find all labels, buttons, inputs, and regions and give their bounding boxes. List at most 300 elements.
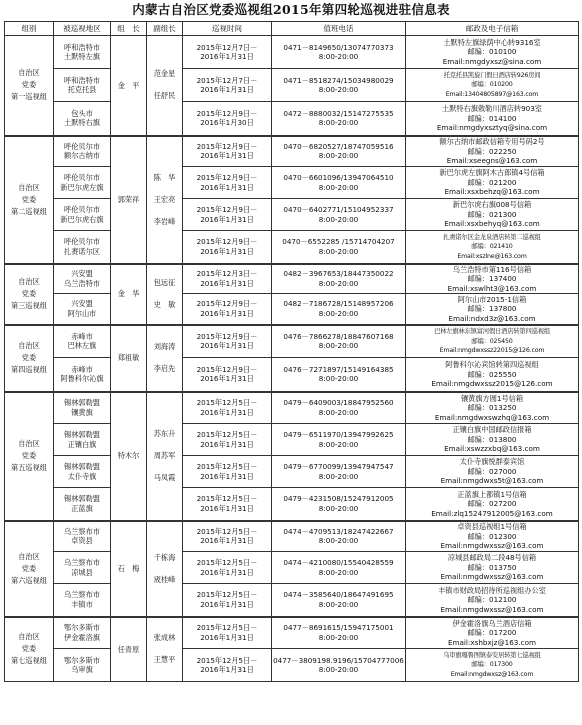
leader-cell: 郭荣祥 bbox=[111, 136, 147, 264]
mail-line: 邮编：027200 bbox=[467, 499, 517, 508]
phone-line: 0479－6511970/13947992625 bbox=[283, 430, 394, 439]
deputy-name: 陈 华 bbox=[153, 172, 176, 182]
time-line: 2016年1月31日 bbox=[200, 471, 254, 481]
time-line: 2016年1月31日 bbox=[200, 85, 254, 94]
group-name-part: 党委 bbox=[21, 353, 37, 362]
region-line: 扎赉诺尔区 bbox=[64, 246, 100, 256]
time-line: 2016年1月31日 bbox=[200, 308, 254, 318]
group-name-part: 自治区 bbox=[18, 551, 40, 561]
region-line: 锡林郭勒盟 bbox=[64, 462, 100, 471]
time-cell bbox=[183, 456, 272, 488]
region-line: 锡林郭勒盟 bbox=[64, 430, 100, 439]
mail-cell bbox=[406, 456, 579, 488]
phone-cell bbox=[272, 358, 406, 392]
region-line: 呼伦贝尔市 bbox=[64, 173, 100, 182]
time-line: 2016年1月31日 bbox=[200, 632, 254, 642]
mail-line: 邮编：137400 bbox=[467, 274, 517, 283]
mail-line: 新巴尔虎右旗008号信箱 bbox=[452, 200, 532, 210]
table-row bbox=[5, 488, 579, 521]
time-line: 2016年1月31日 bbox=[200, 341, 254, 351]
region-cell bbox=[54, 167, 111, 199]
region-cell bbox=[54, 392, 111, 424]
time-line: 2016年1月31日 bbox=[200, 278, 254, 288]
group-name-part: 自治区 bbox=[18, 439, 40, 448]
region-cell bbox=[54, 231, 111, 264]
region-line: 兴安盟 bbox=[71, 269, 93, 279]
phone-line: 0482－3967653/18447350022 bbox=[283, 269, 394, 279]
deputy-cell bbox=[147, 617, 183, 682]
group-name-part: 第一巡视组 bbox=[11, 92, 47, 102]
mail-line: 邮编：013750 bbox=[467, 562, 517, 572]
region-line: 新巴尔虎左旗 bbox=[60, 182, 104, 192]
time-cell bbox=[183, 424, 272, 456]
group-name-part: 第六巡视组 bbox=[11, 575, 47, 585]
time-line: 2015年12月9日－ bbox=[196, 173, 258, 182]
mail-line: 邮编：010200 bbox=[471, 81, 513, 89]
region-cell bbox=[54, 69, 111, 102]
time-cell bbox=[183, 488, 272, 521]
mail-line: Email:nmgdwxssz22015@126.com bbox=[439, 347, 545, 354]
mail-line: 正蓝旗上都镇1号信箱 bbox=[457, 489, 527, 499]
header-row bbox=[5, 22, 579, 36]
time-line: 2016年1月31日 bbox=[200, 182, 254, 192]
header-deputy: 副组长 bbox=[147, 22, 183, 36]
region-line: 乌兰察布市 bbox=[64, 526, 100, 536]
deputy-name: 王宏亮 bbox=[153, 194, 176, 204]
mail-cell bbox=[406, 199, 579, 231]
time-line: 2015年12月9日－ bbox=[196, 237, 258, 247]
phone-line: 0470－6601096/13947064510 bbox=[283, 173, 394, 182]
time-cell bbox=[183, 325, 272, 358]
mail-line: Email:nmgdwxssz@163.com bbox=[440, 604, 544, 614]
region-line: 卓资县 bbox=[71, 536, 93, 546]
deputy-name: 周苏军 bbox=[153, 451, 176, 460]
phone-line: 0471－8518274/15034980029 bbox=[283, 75, 394, 85]
group-name-part: 自治区 bbox=[18, 341, 40, 350]
region-cell bbox=[54, 136, 111, 167]
region-line: 额尔古纳市 bbox=[64, 151, 100, 161]
time-cell bbox=[183, 521, 272, 552]
region-cell bbox=[54, 264, 111, 294]
mail-line: 邮编：017300 bbox=[471, 661, 513, 669]
phone-line: 8:00-20:00 bbox=[318, 182, 359, 192]
time-line: 2015年12月5日－ bbox=[196, 623, 258, 633]
time-line: 2015年12月9日－ bbox=[196, 331, 258, 341]
time-line: 2015年12月3日－ bbox=[196, 269, 258, 279]
mail-line: Email:ndxd3z@163.com bbox=[448, 313, 536, 323]
leader-cell: 金 华 bbox=[111, 264, 147, 325]
table-row bbox=[5, 649, 579, 682]
group-name bbox=[5, 617, 54, 682]
phone-line: 8:00-20:00 bbox=[318, 632, 359, 642]
table-row bbox=[5, 102, 579, 136]
phone-line: 0474－4210080/15540428559 bbox=[283, 558, 394, 567]
mail-cell bbox=[406, 392, 579, 424]
mail-line: Email:nmgdwxsz@163.com bbox=[450, 670, 534, 678]
time-cell bbox=[183, 136, 272, 167]
mail-cell bbox=[406, 167, 579, 199]
mail-line: Email:nmgdyxsztyq@sina.com bbox=[436, 123, 548, 132]
deputy-cell bbox=[147, 521, 183, 617]
time-cell bbox=[183, 584, 272, 617]
header-group: 组别 bbox=[5, 22, 54, 36]
mail-line: 邮编：021410 bbox=[471, 243, 513, 250]
phone-line: 0470－6820527/18747059516 bbox=[283, 141, 394, 151]
header-leader: 组 长 bbox=[111, 22, 147, 36]
phone-cell bbox=[272, 102, 406, 136]
phone-cell bbox=[272, 424, 406, 456]
phone-line: 8:00-20:00 bbox=[318, 407, 359, 417]
table-row bbox=[5, 231, 579, 264]
region-line: 锡林郭勒盟 bbox=[64, 494, 100, 504]
region-cell bbox=[54, 424, 111, 456]
mail-line: 凉城县邮政局二段48号信箱 bbox=[447, 553, 537, 563]
phone-cell bbox=[272, 584, 406, 617]
phone-cell bbox=[272, 264, 406, 294]
mail-line: Email:xswzzxbq@163.com bbox=[444, 444, 540, 454]
phone-cell bbox=[272, 36, 406, 69]
group-name-part: 党委 bbox=[21, 289, 37, 298]
phone-cell bbox=[272, 617, 406, 649]
mail-line: 新巴尔虎左旗阿木古郎镇4号信箱 bbox=[439, 168, 545, 178]
leader-cell: 郑祖敏 bbox=[111, 325, 147, 392]
time-line: 2016年1月31日 bbox=[200, 52, 254, 61]
group-name-part: 自治区 bbox=[18, 68, 40, 78]
time-line: 2016年1月31日 bbox=[200, 536, 254, 546]
time-line: 2015年12月7日－ bbox=[196, 75, 258, 85]
mail-cell bbox=[406, 617, 579, 649]
mail-cell bbox=[406, 136, 579, 167]
group-name-part: 第二巡视组 bbox=[11, 206, 47, 216]
region-line: 巴林左旗 bbox=[67, 341, 97, 351]
time-line: 2016年1月31日 bbox=[200, 246, 254, 256]
group-name bbox=[5, 521, 54, 617]
mail-line: 乌审旗嘎鲁图镇泰安居转第七巡视组 bbox=[443, 651, 541, 659]
mail-line: 丰镇市财政局招待所巡视组办公室 bbox=[438, 585, 546, 595]
phone-line: 8:00-20:00 bbox=[318, 536, 359, 546]
mail-line: Email:xshbxjz@163.com bbox=[447, 637, 537, 647]
header-time: 巡视时间 bbox=[183, 22, 272, 36]
deputy-cell bbox=[147, 136, 183, 264]
mail-line: Email:nmgdwxssz@163.com bbox=[440, 572, 544, 582]
group-name-part: 党委 bbox=[21, 644, 37, 654]
phone-cell bbox=[272, 294, 406, 325]
region-line: 乌兰察布市 bbox=[64, 558, 100, 567]
group-name-part: 自治区 bbox=[18, 632, 40, 642]
phone-cell bbox=[272, 649, 406, 682]
table-row bbox=[5, 521, 579, 552]
table-row bbox=[5, 136, 579, 167]
phone-line: 8:00-20:00 bbox=[318, 246, 359, 256]
phone-line: 8:00-20:00 bbox=[318, 471, 359, 481]
mail-cell bbox=[406, 264, 579, 294]
table-row bbox=[5, 584, 579, 617]
phone-line: 8:00-20:00 bbox=[318, 665, 359, 674]
mail-line: Email:nmgdwxswzhq@163.com bbox=[434, 412, 550, 422]
time-line: 2015年12月5日－ bbox=[196, 526, 258, 536]
group-name-part: 党委 bbox=[21, 451, 37, 460]
table-row bbox=[5, 325, 579, 358]
mail-line: 阿鲁科尔沁宾馆转第四巡视组 bbox=[445, 360, 539, 369]
deputy-name: 李启先 bbox=[153, 364, 176, 373]
table-row bbox=[5, 36, 579, 69]
deputy-name: 苏东升 bbox=[153, 429, 176, 438]
group-name bbox=[5, 325, 54, 392]
region-line: 阿尔山市 bbox=[67, 308, 97, 318]
region-cell bbox=[54, 552, 111, 584]
inspection-table bbox=[4, 21, 579, 682]
time-cell bbox=[183, 552, 272, 584]
mail-line: 邮编：027000 bbox=[467, 466, 517, 476]
table-row bbox=[5, 167, 579, 199]
mail-line: 邮编：013800 bbox=[467, 434, 517, 444]
region-line: 呼和浩特市 bbox=[64, 42, 100, 52]
time-line: 2016年1月31日 bbox=[200, 567, 254, 577]
time-line: 2015年12月5日－ bbox=[196, 590, 258, 600]
table-row bbox=[5, 392, 579, 424]
header-mail: 邮政及电子信箱 bbox=[406, 22, 579, 36]
table-row bbox=[5, 69, 579, 102]
mail-line: 邮编：022250 bbox=[467, 146, 517, 156]
mail-cell bbox=[406, 231, 579, 264]
group-name bbox=[5, 264, 54, 325]
region-cell bbox=[54, 358, 111, 392]
group-name-part: 第七巡视组 bbox=[11, 656, 47, 666]
table-row bbox=[5, 617, 579, 649]
mail-line: 额尔古纳市邮政信箱专用号码2号 bbox=[439, 137, 545, 146]
mail-line: 土默特左旗绿荫中心转9316室 bbox=[443, 37, 541, 47]
mail-line: 卓资县巡视组1号信箱 bbox=[457, 522, 527, 531]
mail-line: 邮编：012100 bbox=[467, 595, 517, 604]
mail-line: 邮编：010100 bbox=[467, 47, 517, 57]
region-cell bbox=[54, 649, 111, 682]
phone-line: 8:00-20:00 bbox=[318, 118, 359, 128]
mail-line: Email:xszlne@163.com bbox=[457, 252, 527, 260]
time-line: 2016年1月31日 bbox=[200, 665, 254, 674]
mail-line: 邮编：025450 bbox=[471, 337, 513, 345]
phone-line: 0474－3585640/18647491695 bbox=[283, 590, 394, 600]
time-cell bbox=[183, 358, 272, 392]
table-row bbox=[5, 294, 579, 325]
region-line: 呼伦贝尔市 bbox=[64, 205, 100, 214]
region-line: 呼和浩特市 bbox=[64, 75, 100, 85]
phone-line: 0474－4709513/18247422667 bbox=[283, 526, 394, 536]
region-line: 包头市 bbox=[71, 108, 93, 118]
time-cell bbox=[183, 231, 272, 264]
mail-cell bbox=[406, 584, 579, 617]
phone-line: 0470－6402771/15104952337 bbox=[283, 205, 394, 214]
group-name-part: 党委 bbox=[21, 563, 37, 573]
deputy-name: 宬桂峰 bbox=[153, 574, 176, 584]
time-cell bbox=[183, 392, 272, 424]
time-line: 2016年1月31日 bbox=[200, 374, 254, 384]
mail-cell bbox=[406, 69, 579, 102]
region-line: 乌兰察布市 bbox=[64, 590, 100, 600]
time-line: 2016年1月31日 bbox=[200, 214, 254, 224]
region-line: 新巴尔虎右旗 bbox=[60, 214, 104, 224]
mail-line: 正镶白旗中国邮政信报箱 bbox=[452, 425, 532, 435]
time-line: 2016年1月30日 bbox=[200, 118, 254, 128]
time-line: 2015年12月5日－ bbox=[196, 462, 258, 471]
time-cell bbox=[183, 199, 272, 231]
phone-cell bbox=[272, 199, 406, 231]
header-region: 被巡视地区 bbox=[54, 22, 111, 36]
time-cell bbox=[183, 69, 272, 102]
phone-line: 8:00-20:00 bbox=[318, 52, 359, 61]
mail-line: 镶黄旗方圆1号信箱 bbox=[460, 393, 524, 403]
region-line: 丰镇市 bbox=[71, 599, 93, 609]
region-line: 托克托县 bbox=[67, 85, 97, 94]
phone-cell bbox=[272, 456, 406, 488]
time-line: 2015年12月5日－ bbox=[196, 398, 258, 408]
phone-line: 0479－6770099/13947947547 bbox=[283, 462, 394, 471]
time-cell bbox=[183, 102, 272, 136]
group-name-part: 自治区 bbox=[18, 182, 40, 192]
region-cell bbox=[54, 521, 111, 552]
table-row bbox=[5, 552, 579, 584]
deputy-name: 范金星 bbox=[153, 69, 176, 79]
time-line: 2015年12月9日－ bbox=[196, 141, 258, 151]
time-cell bbox=[183, 649, 272, 682]
phone-cell bbox=[272, 325, 406, 358]
time-line: 2016年1月31日 bbox=[200, 407, 254, 417]
phone-cell bbox=[272, 392, 406, 424]
region-cell bbox=[54, 617, 111, 649]
region-cell bbox=[54, 325, 111, 358]
phone-line: 8:00-20:00 bbox=[318, 599, 359, 609]
time-line: 2015年12月5日－ bbox=[196, 430, 258, 439]
mail-cell bbox=[406, 36, 579, 69]
group-name-part: 党委 bbox=[21, 194, 37, 204]
region-line: 鄂尔多斯市 bbox=[64, 655, 100, 665]
time-line: 2015年12月9日－ bbox=[196, 299, 258, 309]
region-cell bbox=[54, 584, 111, 617]
table-row bbox=[5, 456, 579, 488]
deputy-name: 马凤霞 bbox=[153, 473, 176, 482]
mail-cell bbox=[406, 521, 579, 552]
phone-line: 0476－7271897/15149164385 bbox=[283, 364, 394, 374]
region-line: 凉城县 bbox=[71, 567, 93, 577]
mail-line: Email:nmgdwxssz@163.com bbox=[440, 541, 544, 550]
deputy-cell bbox=[147, 392, 183, 521]
table-row bbox=[5, 199, 579, 231]
phone-line: 8:00-20:00 bbox=[318, 374, 359, 384]
phone-line: 8:00-20:00 bbox=[318, 214, 359, 224]
time-cell bbox=[183, 167, 272, 199]
table-row bbox=[5, 358, 579, 392]
mail-cell bbox=[406, 649, 579, 682]
mail-line: 邮编：017200 bbox=[467, 628, 517, 637]
table-row bbox=[5, 424, 579, 456]
region-cell bbox=[54, 294, 111, 325]
leader-cell: 任青原 bbox=[111, 617, 147, 682]
mail-line: Email:xseegns@163.com bbox=[446, 156, 538, 165]
region-line: 鄂尔多斯市 bbox=[64, 623, 100, 633]
region-line: 呼伦贝尔市 bbox=[64, 237, 100, 247]
table-row bbox=[5, 264, 579, 294]
document-title: 内蒙古自治区党委巡视组2015年第四轮巡视进驻信息表 bbox=[132, 2, 450, 17]
mail-cell bbox=[406, 552, 579, 584]
phone-line: 0476－7866278/18847607168 bbox=[283, 331, 394, 341]
phone-line: 8:00-20:00 bbox=[318, 503, 359, 513]
group-name-part: 党委 bbox=[21, 80, 37, 90]
phone-line: 0482－7186728/15148957206 bbox=[283, 299, 394, 309]
phone-line: 8:00-20:00 bbox=[318, 341, 359, 351]
region-line: 太仆寺旗 bbox=[67, 471, 97, 481]
time-cell bbox=[183, 264, 272, 294]
phone-cell bbox=[272, 69, 406, 102]
group-name bbox=[5, 136, 54, 264]
region-line: 伊金霍洛旗 bbox=[64, 632, 100, 642]
header-phone: 值班电话 bbox=[272, 22, 406, 36]
region-line: 正镶白旗 bbox=[67, 439, 97, 449]
region-line: 乌兰浩特市 bbox=[64, 278, 100, 288]
mail-line: 托克托县凯旋门假日酒店转926房间 bbox=[443, 71, 541, 79]
region-cell bbox=[54, 36, 111, 69]
table-body bbox=[5, 36, 579, 682]
mail-line: 太仆寺旗悦群泰宾馆 bbox=[459, 457, 525, 467]
region-line: 阿鲁科尔沁旗 bbox=[60, 374, 104, 384]
time-line: 2015年12月7日－ bbox=[196, 42, 258, 52]
phone-line: 8:00-20:00 bbox=[318, 439, 359, 449]
region-line: 兴安盟 bbox=[71, 299, 93, 309]
mail-line: Email:xswlht3@163.com bbox=[447, 283, 537, 293]
phone-line: 8:00-20:00 bbox=[318, 567, 359, 577]
region-line: 锡林郭勒盟 bbox=[64, 398, 100, 408]
leader-cell: 特木尔 bbox=[111, 392, 147, 521]
region-line: 乌审旗 bbox=[71, 665, 93, 674]
phone-cell bbox=[272, 552, 406, 584]
deputy-name: 张成林 bbox=[153, 633, 176, 643]
mail-cell bbox=[406, 294, 579, 325]
time-line: 2015年12月5日－ bbox=[196, 558, 258, 567]
region-line: 赤峰市 bbox=[71, 364, 93, 374]
time-line: 2016年1月31日 bbox=[200, 599, 254, 609]
mail-line: Email:nmgdyxsz@sina.com bbox=[442, 56, 542, 66]
mail-line: Email:nmgdwxs5t@163.com bbox=[440, 476, 544, 486]
time-line: 2015年12月5日－ bbox=[196, 494, 258, 504]
region-line: 土默特右旗 bbox=[64, 118, 100, 128]
deputy-name: 史 敏 bbox=[153, 300, 176, 309]
region-cell bbox=[54, 488, 111, 521]
region-line: 赤峰市 bbox=[71, 331, 93, 341]
phone-line: 0477－8691615/15947175001 bbox=[283, 623, 394, 633]
mail-line: Email:zlq15247912005@163.com bbox=[431, 508, 553, 518]
group-name bbox=[5, 392, 54, 521]
region-cell bbox=[54, 102, 111, 136]
mail-line: 乌兰浩特市第116号信箱 bbox=[452, 264, 532, 274]
mail-line: 邮编：025550 bbox=[467, 369, 517, 379]
deputy-name: 刘海涛 bbox=[153, 342, 176, 351]
deputy-cell bbox=[147, 325, 183, 392]
leader-cell: 石 梅 bbox=[111, 521, 147, 617]
mail-line: Email:nmgdwxssz2015@126.com bbox=[431, 379, 553, 388]
mail-line: 土默特右旗敕勒川酒店转903室 bbox=[442, 104, 542, 113]
deputy-name: 任舒民 bbox=[153, 91, 176, 101]
mail-line: 伊金霍洛旗乌兰酒店信箱 bbox=[452, 618, 532, 628]
time-line: 2015年12月9日－ bbox=[196, 205, 258, 214]
mail-line: 邮编：012300 bbox=[467, 531, 517, 541]
phone-line: 0470－6552285 /15714704207 bbox=[282, 237, 395, 247]
phone-line: 0471－8149650/13074770373 bbox=[283, 42, 394, 52]
mail-line: 邮编：013250 bbox=[467, 403, 517, 412]
region-line: 呼伦贝尔市 bbox=[64, 141, 100, 151]
region-cell bbox=[54, 456, 111, 488]
region-cell bbox=[54, 199, 111, 231]
mail-line: 巴林左旗林东镇富河假日酒店转第四巡视组 bbox=[434, 328, 550, 335]
time-line: 2015年12月9日－ bbox=[196, 364, 258, 374]
mail-line: 阿尔山市2015-1信箱 bbox=[457, 294, 527, 304]
